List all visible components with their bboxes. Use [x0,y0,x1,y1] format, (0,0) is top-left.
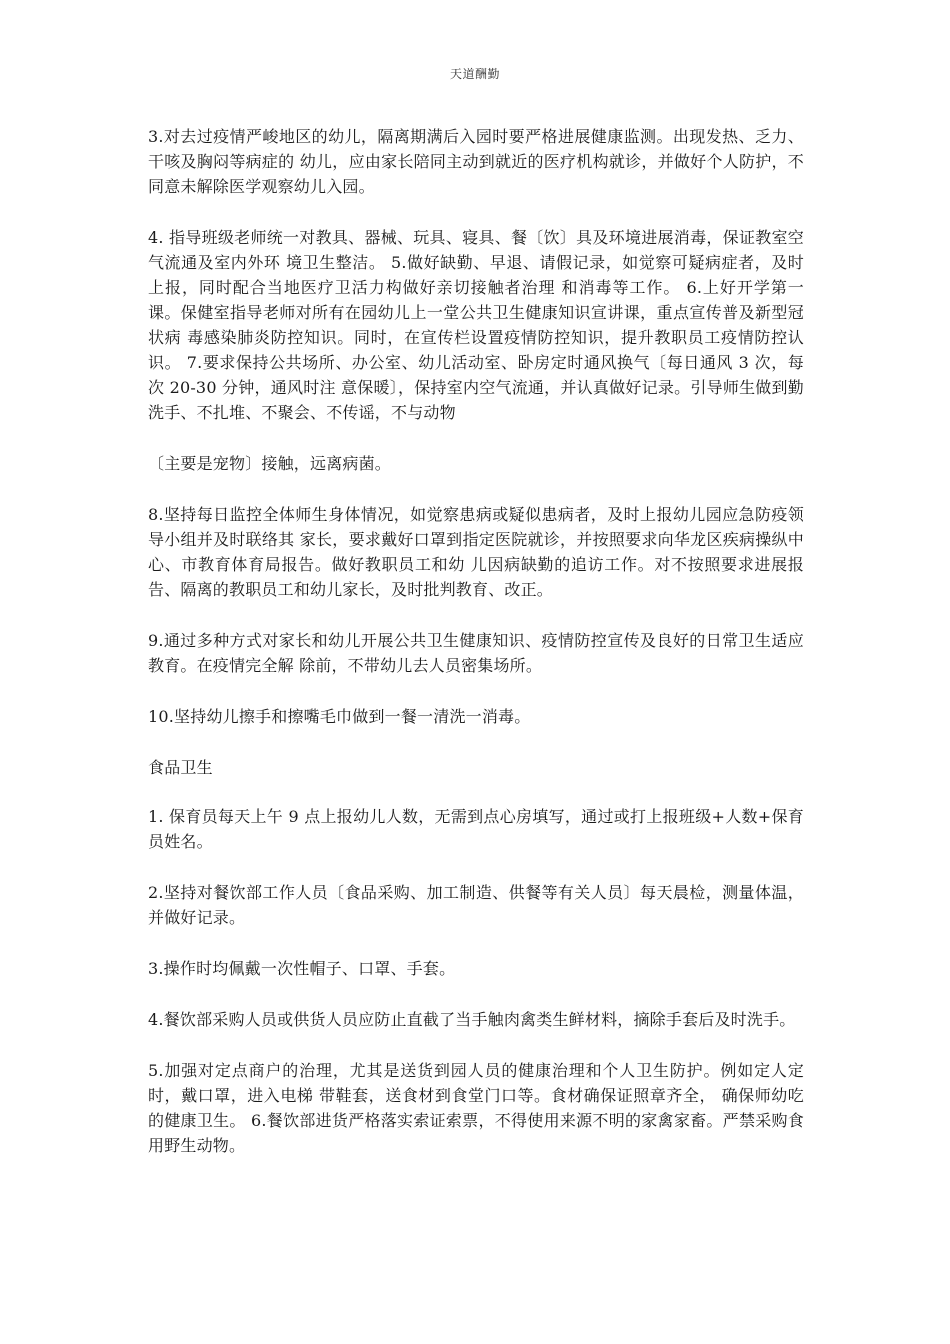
food-item-4: 4.餐饮部采购人员或供货人员应防止直截了当手触肉禽类生鲜材料，摘除手套后及时洗手。 [148,1010,796,1029]
food-item-5-6: 5.加强对定点商户的治理，尤其是送货到园人员的健康治理和个人卫生防护。例如定人定时，戴口罩，进入电梯 带鞋套，送食材到食堂门口等。食材确保证照章齐全， 确保师幼吃的健康卫生。 6.餐饮部进货严格落实索证索票，不得使用来源不明的家禽家畜。严禁采购食用野生动物。 [148,1061,804,1155]
paragraph-8: 8.坚持每日监控全体师生身体情况，如觉察患病或疑似患病者，及时上报幼儿园应急防疫领导小组并及时联络其 家长，要求戴好口罩到指定医院就诊，并按照要求向华龙区疾病操纵中心、市教育体育局报告。做好教职员工和幼 儿因病缺勤的追访工作。对不按照要求进展报告、隔离的教职员工和幼儿家长，及时批判教育、改正。 [148,505,804,599]
paragraph-7-continued: 〔主要是宠物〕接触，远离病菌。 [148,454,392,473]
paragraph-4-7: 4. 指导班级老师统一对教具、器械、玩具、寝具、餐〔饮〕具及环境进展消毒，保证教室空气流通及室内外环 境卫生整洁。 5.做好缺勤、早退、请假记录，如觉察可疑病症者，及时上报，同时配合当地医疗卫活力构做好亲切接触者治理 和消毒等工作。 6.上好开学第一课。保健室指导老师对所有在园幼儿上一堂公共卫生健康知识宣讲课，重点宣传普及新型冠状病 毒感染肺炎防控知识。同时，在宣传栏设置疫情防控知识，提升教职员工疫情防控认识。 7.要求保持公共场所、办公室、幼儿活动室、卧房定时通风换气〔每日通风 3 次，每次 20-30 分钟，通风时注 意保暖〕，保持室内空气流通，并认真做好记录。引导师生做到勤洗手、不扎堆、不聚会、不传谣，不与动物 [148,228,804,422]
paragraph-3: 3.对去过疫情严峻地区的幼儿，隔离期满后入园时要严格进展健康监测。出现发热、乏力、干咳及胸闷等病症的 幼儿，应由家长陪同主动到就近的医疗机构就诊，并做好个人防护，不同意未解除医学观察幼儿入园。 [148,127,804,196]
paragraph-9: 9.通过多种方式对家长和幼儿开展公共卫生健康知识、疫情防控宣传及良好的日常卫生适应教育。在疫情完全解 除前，不带幼儿去人员密集场所。 [148,631,804,675]
section-heading-food-hygiene: 食品卫生 [148,758,213,777]
page-header: 天道酬勤 [449,67,500,81]
food-item-1: 1. 保育员每天上午 9 点上报幼儿人数，无需到点心房填写，通过或打上报班级+人数+保育员姓名。 [148,807,804,851]
document-body [148,124,804,1184]
food-item-2: 2.坚持对餐饮部工作人员〔食品采购、加工制造、供餐等有关人员〕每天晨检，测量体温，并做好记录。 [148,883,804,927]
food-item-3: 3.操作时均佩戴一次性帽子、口罩、手套。 [148,959,456,978]
paragraph-10: 10.坚持幼儿擦手和擦嘴毛巾做到一餐一清洗一消毒。 [148,707,531,726]
